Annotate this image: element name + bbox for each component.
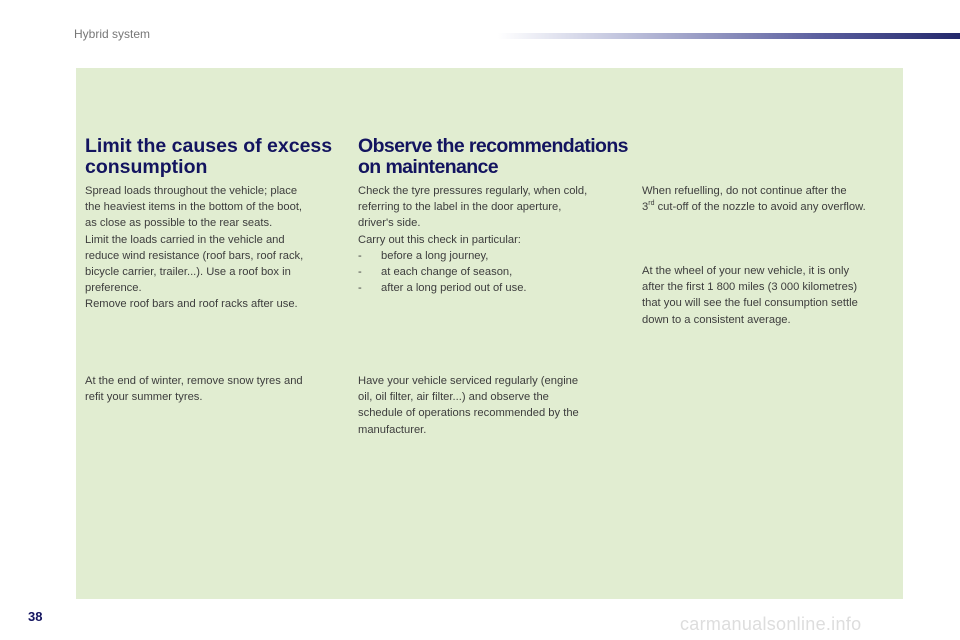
list-item-text: before a long journey, xyxy=(381,249,489,262)
text-line: Remove roof bars and roof racks after use. xyxy=(85,298,298,311)
text-line: Spread loads throughout the vehicle; place xyxy=(85,185,298,197)
col2-paragraph-servicing xyxy=(358,373,623,438)
section-title: Hybrid system xyxy=(74,27,151,41)
watermark: carmanualsonline.info xyxy=(680,614,862,634)
col1-paragraph-tyres xyxy=(85,373,345,405)
page-number: 38 xyxy=(28,609,43,624)
text-line: refit your summer tyres. xyxy=(85,391,203,404)
heading-limit-consumption xyxy=(85,136,355,178)
list-item xyxy=(358,264,623,280)
heading-observe-maintenance xyxy=(358,136,638,178)
list-item-text: at each change of season, xyxy=(381,266,513,279)
list-item-text: after a long period out of use. xyxy=(381,282,527,295)
text-line: When refuelling, do not continue after the xyxy=(642,185,847,197)
text-line xyxy=(642,199,897,215)
text-line: Have your vehicle serviced regularly (engine xyxy=(358,375,579,387)
text-line: driver's side. xyxy=(358,217,421,230)
text-line: preference. xyxy=(85,282,142,295)
list-bullet: - xyxy=(358,249,362,262)
list-bullet: - xyxy=(358,282,362,295)
ordinal-suffix: rd xyxy=(648,200,655,208)
col3-paragraph-refuelling xyxy=(642,183,897,215)
text-line: that you will see the fuel consumption settle xyxy=(642,297,858,310)
text-line: the heaviest items in the bottom of the boot, xyxy=(85,201,303,214)
text-line: bicycle carrier, trailer...). Use a roof box in xyxy=(85,266,291,279)
col2-paragraph-tyre-pressure xyxy=(358,183,623,296)
ordinal-number: 3 xyxy=(642,201,649,214)
text-line: as close as possible to the rear seats. xyxy=(85,217,273,230)
heading-line: Limit the causes of excess xyxy=(85,135,333,157)
text-line: oil, oil filter, air filter...) and observe the xyxy=(358,391,549,404)
text-line: Check the tyre pressures regularly, when cold, xyxy=(358,185,588,197)
col1-paragraph-loads xyxy=(85,183,345,313)
text-line: At the wheel of your new vehicle, it is only xyxy=(642,265,850,277)
list-item xyxy=(358,280,623,296)
text-line: schedule of operations recommended by the xyxy=(358,407,579,420)
text-line: Limit the loads carried in the vehicle and xyxy=(85,233,285,246)
text-fragment: cut-off of the nozzle to avoid any overflow. xyxy=(654,201,866,214)
text-line: down to a consistent average. xyxy=(642,313,791,326)
header-gradient-bar xyxy=(498,33,960,39)
text-line: Carry out this check in particular: xyxy=(358,233,521,246)
list-bullet: - xyxy=(358,266,362,279)
text-line: reduce wind resistance (roof bars, roof rack, xyxy=(85,249,304,262)
heading-line: consumption xyxy=(85,156,208,178)
text-line: At the end of winter, remove snow tyres and xyxy=(85,375,303,387)
heading-line: on maintenance xyxy=(358,156,499,178)
text-line: after the first 1 800 miles (3 000 kilometres) xyxy=(642,281,858,294)
heading-line: Observe the recommendations xyxy=(358,135,628,157)
text-line: manufacturer. xyxy=(358,423,427,436)
col3-paragraph-consumption xyxy=(642,263,897,328)
text-line: referring to the label in the door aperture, xyxy=(358,201,562,214)
list-item xyxy=(358,248,623,264)
